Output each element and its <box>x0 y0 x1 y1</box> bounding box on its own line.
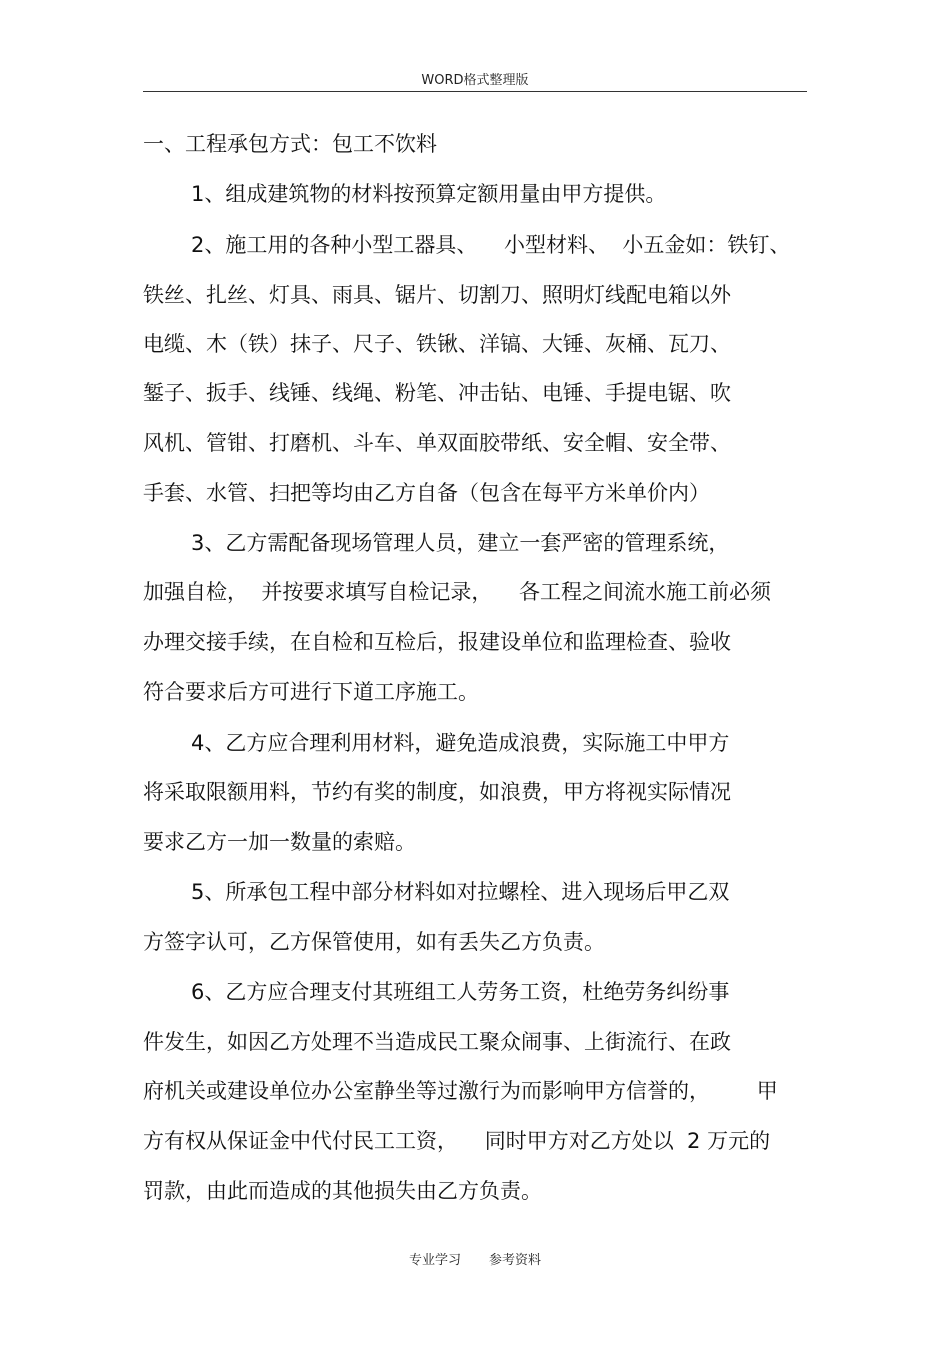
paragraph-line: 件发生，如因乙方处理不当造成民工聚众闹事、上街流行、在政 <box>143 1030 731 1054</box>
paragraph-line: 方签字认可，乙方保管使用，如有丢失乙方负责。 <box>143 930 605 954</box>
paragraph-line: 錾子、扳手、线锤、线绳、粉笔、冲击钻、电锤、手提电锯、吹 <box>143 381 731 405</box>
paragraph-line: 4、乙方应合理利用材料，避免造成浪费，实际施工中甲方 <box>191 731 730 755</box>
paragraph-line: 1、组成建筑物的材料按预算定额用量由甲方提供。 <box>191 182 667 206</box>
header-divider <box>143 91 807 92</box>
paragraph-line: 手套、水管、扫把等均由乙方自备（包含在每平方米单价内） <box>143 481 710 505</box>
paragraph-line: 风机、管钳、打磨机、斗车、单双面胶带纸、安全帽、安全带、 <box>143 431 731 455</box>
paragraph-line: 2、施工用的各种小型工器具、 小型材料、 小五金如：铁钉、 <box>191 233 791 257</box>
section-title: 一、工程承包方式：包工不饮料 <box>143 132 437 156</box>
paragraph-line: 方有权从保证金中代付民工工资， 同时甲方对乙方处以 2 万元的 <box>143 1129 771 1153</box>
header-title: WORD格式整理版 <box>421 73 529 88</box>
paragraph-line: 府机关或建设单位办公室静坐等过激行为而影响甲方信誉的， 甲 <box>143 1079 778 1103</box>
paragraph-line: 3、乙方需配备现场管理人员，建立一套严密的管理系统， <box>191 531 730 555</box>
page-footer <box>0 1249 950 1268</box>
paragraph-line: 办理交接手续，在自检和互检后，报建设单位和监理检查、验收 <box>143 630 731 654</box>
footer-right-text: 参考资料 <box>489 1253 542 1268</box>
paragraph-line: 电缆、木（铁）抹子、尺子、铁锹、洋镐、大锤、灰桶、瓦刀、 <box>143 332 731 356</box>
paragraph-line: 铁丝、扎丝、灯具、雨具、锯片、切割刀、照明灯线配电箱以外 <box>143 283 731 307</box>
footer-left-text: 专业学习 <box>408 1253 461 1268</box>
paragraph-line: 罚款，由此而造成的其他损失由乙方负责。 <box>143 1179 542 1203</box>
paragraph-line: 符合要求后方可进行下道工序施工。 <box>143 680 479 704</box>
paragraph-line: 要求乙方一加一数量的索赔。 <box>143 830 416 854</box>
paragraph-line: 6、乙方应合理支付其班组工人劳务工资，杜绝劳务纠纷事 <box>191 980 730 1004</box>
paragraph-line: 加强自检， 并按要求填写自检记录， 各工程之间流水施工前必须 <box>143 580 772 604</box>
paragraph-line: 将采取限额用料，节约有奖的制度，如浪费，甲方将视实际情况 <box>143 780 731 804</box>
paragraph-line: 5、所承包工程中部分材料如对拉螺栓、进入现场后甲乙双 <box>191 880 730 904</box>
